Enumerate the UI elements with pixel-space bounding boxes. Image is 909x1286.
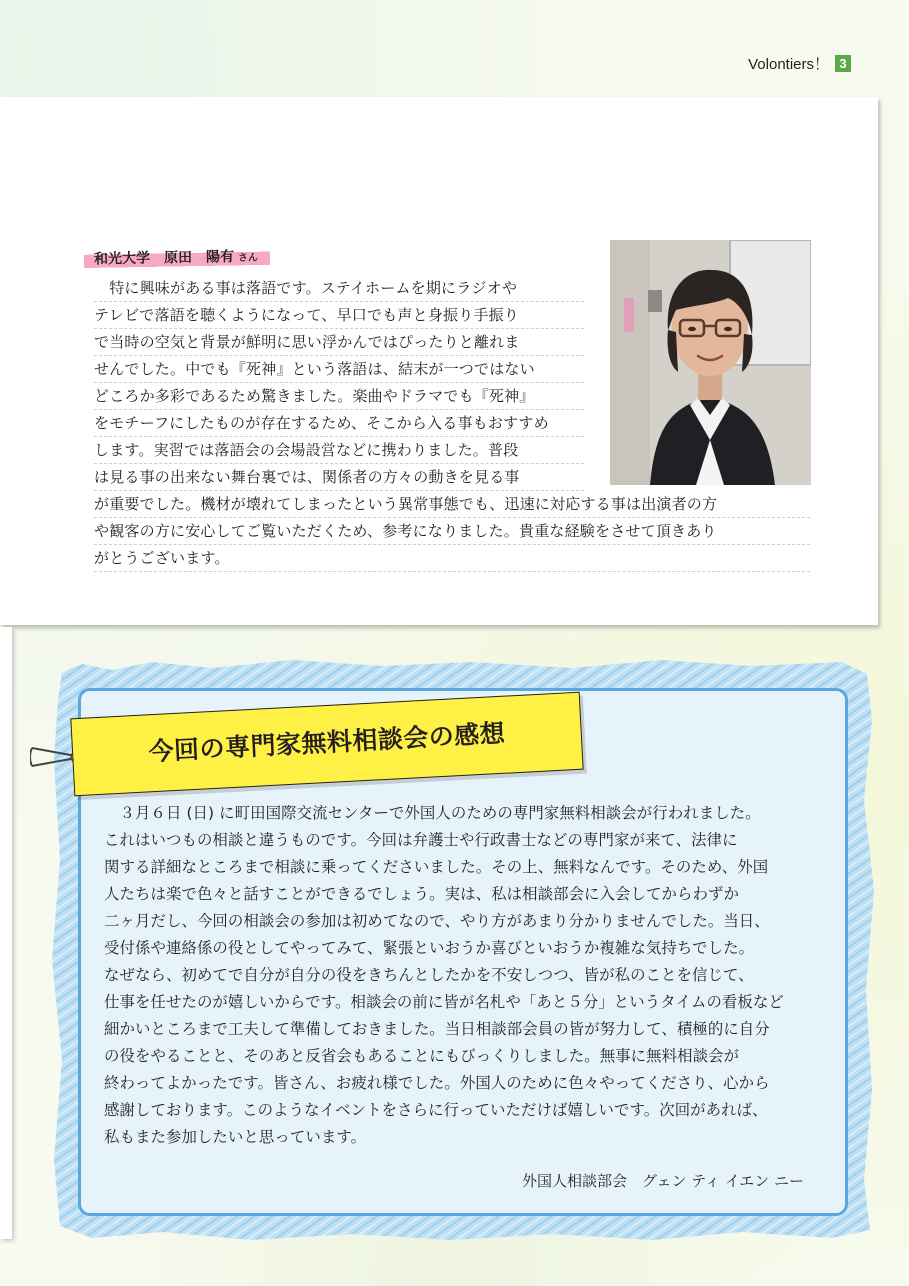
article-line: 感謝しております。このようなイベントをさらに行っていただけば嬉しいです。次回があれば、 [104, 1101, 768, 1119]
profile-line: します。実習では落語会の会場設営などに携わりました。普段 [94, 437, 584, 464]
article-line: ３月６日 (日) に町田国際交流センターで外国人のための専門家無料相談会が行われました。 [104, 804, 761, 822]
newsletter-title: Volontiers！ [748, 56, 829, 73]
page-header [748, 53, 851, 74]
side-card-edge [0, 627, 12, 1239]
article-body [104, 800, 824, 1151]
profile-line: が重要でした。機材が壊れてしまったという異常事態でも、迅速に対応する事は出演者の方 [94, 491, 810, 518]
profile-name: 和光大学 原田 陽有 [93, 249, 235, 268]
article-line: 私もまた参加したいと思っています。 [104, 1128, 367, 1146]
article-line: 受付係や連絡係の役としてやってみて、緊張といおうか喜びといおうか複雑な気持ちでした。 [104, 939, 755, 957]
profile-line: や観客の方に安心してご覧いただくため、参考になりました。貴重な経験をさせて頂きあり [94, 518, 810, 545]
profile-name-tag [84, 244, 270, 271]
profile-line: せんでした。中でも『死神』という落語は、結末が一つではない [94, 356, 584, 383]
article-title: 今回の専門家無料相談会の感想 [147, 718, 506, 767]
profile-line: がとうございます。 [94, 545, 810, 572]
profile-line: で当時の空気と背景が鮮明に思い浮かんではぴったりと離れま [94, 329, 584, 356]
article-line: 関する詳細なところまで相談に乗ってくださいました。その上、無料なんです。そのため、外国 [104, 858, 769, 876]
profile-text-wrapped [94, 275, 584, 491]
article-line: 二ヶ月だし、今回の相談会の参加は初めてなので、やり方があまり分かりませんでした。当日、 [104, 912, 770, 930]
article-line: なぜなら、初めてで自分が自分の役をきちんとしたかを不安しつつ、皆が私のことを信じて、 [104, 966, 754, 984]
profile-line: をモチーフにしたものが存在するため、そこから入る事もおすすめ [94, 410, 584, 437]
profile-line: テレビで落語を聴くようになって、早口でも声と身振り手振り [94, 302, 584, 329]
article-signature: 外国人相談部会 グェン ティ イエン ニー [521, 1172, 804, 1190]
profile-line: どころか多彩であるため驚きました。楽曲やドラマでも『死神』 [94, 383, 584, 410]
profile-honorific: さん [237, 252, 259, 264]
profile-text-full [94, 491, 810, 572]
profile-line: 特に興味がある事は落語です。ステイホームを期にラジオや [94, 275, 584, 302]
page-number-badge: 3 [835, 55, 851, 72]
article-line: 細かいところまで工夫して準備しておきました。当日相談部会員の皆が努力して、積極的に自分 [104, 1020, 770, 1038]
article-line: の役をやることと、そのあと反省会もあることにもびっくりしました。無事に無料相談会が [104, 1047, 740, 1065]
article-line: 人たちは楽で色々と話すことができるでしょう。実は、私は相談部会に入会してからわずか [104, 885, 739, 903]
portrait-photo [610, 240, 811, 485]
article-line: これはいつもの相談と違うものです。今回は弁護士や行政書士などの専門家が来て、法律に [104, 831, 738, 849]
portrait-illustration [610, 240, 811, 485]
article-line: 終わってよかったです。皆さん、お疲れ様でした。外国人のために色々やってくださり、心から [104, 1074, 770, 1092]
profile-line: は見る事の出来ない舞台裏では、関係者の方々の動きを見る事 [94, 464, 584, 491]
article-line: 仕事を任せたのが嬉しいからです。相談会の前に皆が名札や「あと５分」というタイムの看板など [104, 993, 784, 1011]
